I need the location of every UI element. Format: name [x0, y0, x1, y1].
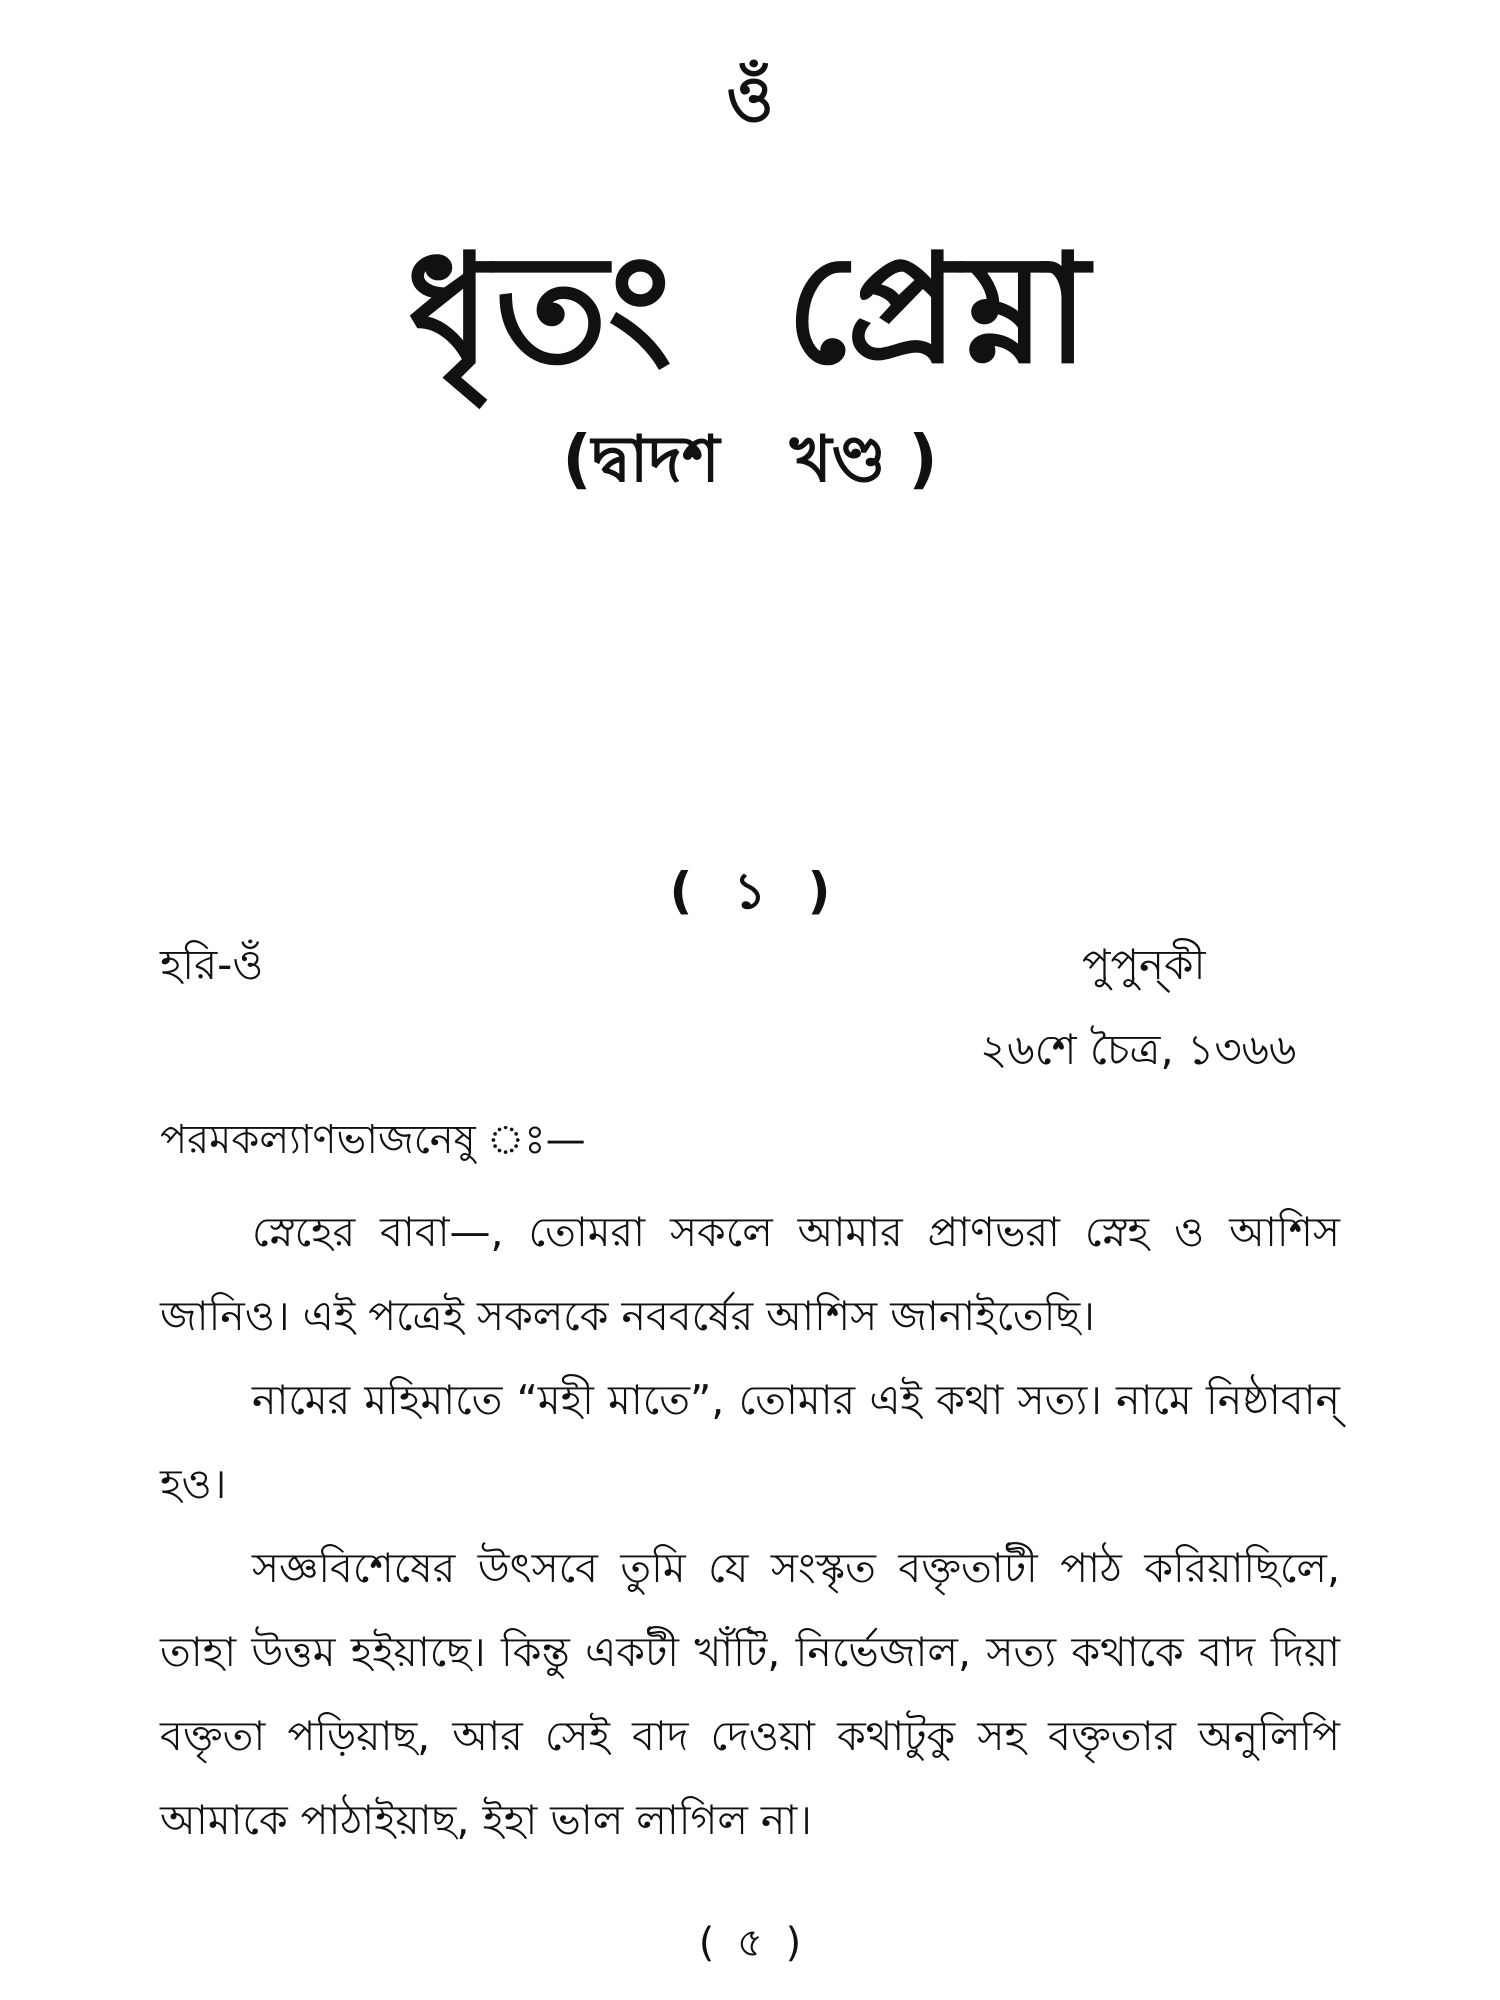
addressee: পরমকল্যাণভাজনেষু ঃ— [160, 1117, 586, 1163]
letter-number: ( ১ ) [669, 862, 831, 920]
letter-date: ২৬শে চৈত্র, ১৩৬৬ [980, 1025, 1297, 1074]
letter-body [160, 1190, 1340, 1862]
book-title-word-2: প্রেম্না [785, 223, 1094, 397]
volume-word-2: খণ্ড ) [789, 423, 938, 497]
volume-word-1: (দ্বাদশ [562, 423, 720, 497]
greeting: হরি-ওঁ [160, 940, 264, 989]
book-title-word-1: ধৃতং [406, 223, 676, 397]
paragraph-2: নামের মহিমাতে “মহী মাতে”, তোমার এই কথা সত্য। নামে নিষ্ঠাবান্ হও। [160, 1376, 1340, 1508]
page-number: ( ৫ ) [698, 1920, 802, 1966]
paragraph-1: স্নেহের বাবা—, তোমরা সকলে আমার প্রাণভরা স্নেহ ও আশিস জানিও। এই পত্রেই সকলকে নববর্ষের আশিস জানাইতেছি। [160, 1208, 1340, 1340]
letter-place: পুপুন্‌কী [1082, 940, 1206, 989]
om-symbol: ওঁ [726, 63, 774, 137]
book-title [0, 225, 1500, 395]
paragraph-3: সজ্ঞবিশেষের উৎসবে তুমি যে সংস্কৃত বক্তৃতাটী পাঠ করিয়াছিলে, তাহা উত্তম হইয়াছে। কিন্তু একটী খাঁটি, নির্ভেজাল, সত্য কথাকে বাদ দিয়া বক্তৃতা পড়িয়াছ, আর সেই বাদ দেওয়া কথাটুকু সহ বক্তৃতার অনুলিপি আমাকে পাঠাইয়াছ, ইহা ভাল লাগিল না। [160, 1544, 1340, 1844]
volume-label [0, 420, 1500, 500]
